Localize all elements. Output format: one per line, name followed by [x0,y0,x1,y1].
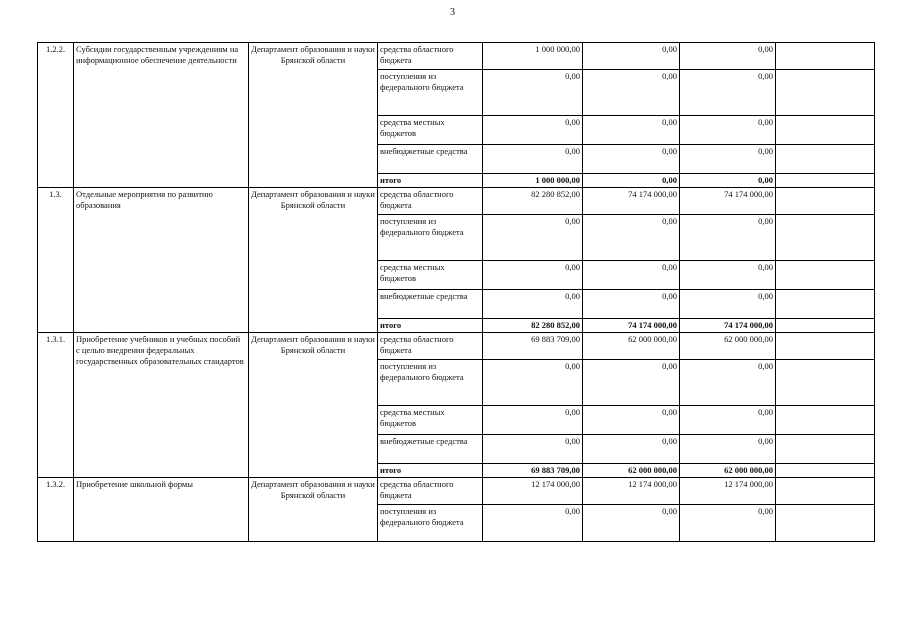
empty-cell [776,116,875,145]
amount-year-2: 12 174 000,00 [583,478,680,505]
amount-year-2: 0,00 [583,215,680,261]
funding-source: средства местных бюджетов [378,406,483,435]
amount-year-3: 0,00 [680,435,776,464]
funding-source: внебюджетные средства [378,290,483,319]
empty-cell [776,174,875,188]
item-code: 1.3.2. [38,478,74,542]
empty-cell [776,478,875,505]
amount-year-1: 0,00 [483,435,583,464]
amount-year-3: 0,00 [680,116,776,145]
amount-year-1: 12 174 000,00 [483,478,583,505]
amount-year-2: 0,00 [583,116,680,145]
amount-year-2: 0,00 [583,261,680,290]
funding-source: итого [378,174,483,188]
item-department: Департамент образования и науки Брянской области [249,333,378,478]
amount-year-1: 0,00 [483,505,583,542]
amount-year-1: 1 000 000,00 [483,43,583,70]
table-row [38,188,875,215]
item-code: 1.2.2. [38,43,74,188]
empty-cell [776,406,875,435]
amount-year-2: 0,00 [583,43,680,70]
table-row [38,478,875,505]
funding-source: средства местных бюджетов [378,116,483,145]
funding-source: средства областного бюджета [378,478,483,505]
item-department: Департамент образования и науки Брянской области [249,188,378,333]
item-department: Департамент образования и науки Брянской области [249,43,378,188]
item-name: Приобретение учебников и учебных пособий с целью внедрения федеральных государственных образовательных стандартов [74,333,249,478]
amount-year-1: 0,00 [483,261,583,290]
amount-year-3: 74 174 000,00 [680,188,776,215]
amount-year-3: 0,00 [680,261,776,290]
empty-cell [776,505,875,542]
empty-cell [776,290,875,319]
amount-year-2: 74 174 000,00 [583,319,680,333]
amount-year-1: 1 000 000,00 [483,174,583,188]
empty-cell [776,188,875,215]
page-number: 3 [450,7,455,18]
funding-source: итого [378,464,483,478]
amount-year-2: 0,00 [583,435,680,464]
amount-year-2: 0,00 [583,145,680,174]
item-department: Департамент образования и науки Брянской области [249,478,378,542]
amount-year-1: 0,00 [483,70,583,116]
funding-source: средства областного бюджета [378,333,483,360]
funding-source: внебюджетные средства [378,435,483,464]
funding-source: итого [378,319,483,333]
item-name: Субсидии государственным учреждениям на информационное обеспечение деятельности [74,43,249,188]
empty-cell [776,43,875,70]
funding-source: поступления из федерального бюджета [378,70,483,116]
item-code: 1.3.1. [38,333,74,478]
amount-year-1: 0,00 [483,290,583,319]
amount-year-3: 12 174 000,00 [680,478,776,505]
item-code: 1.3. [38,188,74,333]
amount-year-2: 0,00 [583,174,680,188]
empty-cell [776,333,875,360]
amount-year-1: 0,00 [483,360,583,406]
empty-cell [776,360,875,406]
empty-cell [776,70,875,116]
funding-source: средства областного бюджета [378,188,483,215]
funding-source: поступления из федерального бюджета [378,215,483,261]
amount-year-3: 62 000 000,00 [680,464,776,478]
amount-year-2: 62 000 000,00 [583,464,680,478]
empty-cell [776,145,875,174]
funding-source: внебюджетные средства [378,145,483,174]
amount-year-3: 0,00 [680,406,776,435]
funding-source: поступления из федерального бюджета [378,505,483,542]
amount-year-2: 0,00 [583,406,680,435]
amount-year-1: 69 883 709,00 [483,464,583,478]
amount-year-3: 0,00 [680,290,776,319]
amount-year-1: 0,00 [483,406,583,435]
amount-year-3: 74 174 000,00 [680,319,776,333]
amount-year-3: 62 000 000,00 [680,333,776,360]
item-name: Отдельные мероприятия по развитию образования [74,188,249,333]
table-row [38,333,875,360]
amount-year-1: 82 280 852,00 [483,319,583,333]
amount-year-2: 62 000 000,00 [583,333,680,360]
empty-cell [776,435,875,464]
empty-cell [776,261,875,290]
item-name: Приобретение школьной формы [74,478,249,542]
amount-year-1: 0,00 [483,116,583,145]
funding-source: поступления из федерального бюджета [378,360,483,406]
empty-cell [776,464,875,478]
funding-source: средства местных бюджетов [378,261,483,290]
amount-year-3: 0,00 [680,174,776,188]
amount-year-1: 82 280 852,00 [483,188,583,215]
amount-year-2: 0,00 [583,505,680,542]
amount-year-1: 69 883 709,00 [483,333,583,360]
amount-year-1: 0,00 [483,145,583,174]
amount-year-1: 0,00 [483,215,583,261]
amount-year-3: 0,00 [680,145,776,174]
amount-year-2: 0,00 [583,360,680,406]
table-row [38,43,875,70]
amount-year-3: 0,00 [680,43,776,70]
empty-cell [776,215,875,261]
amount-year-3: 0,00 [680,505,776,542]
amount-year-2: 0,00 [583,70,680,116]
amount-year-3: 0,00 [680,215,776,261]
funding-source: средства областного бюджета [378,43,483,70]
amount-year-2: 74 174 000,00 [583,188,680,215]
budget-table [37,42,875,542]
amount-year-3: 0,00 [680,360,776,406]
empty-cell [776,319,875,333]
amount-year-3: 0,00 [680,70,776,116]
amount-year-2: 0,00 [583,290,680,319]
